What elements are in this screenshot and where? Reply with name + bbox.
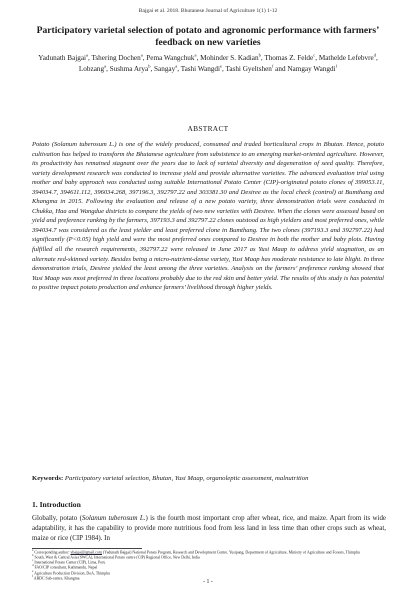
affiliation-mark: b xyxy=(148,63,151,69)
footnote-mark: f xyxy=(32,573,33,578)
affiliation-mark: c xyxy=(313,52,316,58)
footnote-mark: b xyxy=(32,553,34,558)
author-name: Lobzang xyxy=(78,65,105,73)
author-name: Sangay xyxy=(154,65,176,73)
author-name: Mathelde Lefebvre xyxy=(318,54,374,62)
affiliation-mark: a xyxy=(175,63,178,69)
paper-page xyxy=(30,0,386,589)
abstract-heading: ABSTRACT xyxy=(187,124,229,133)
author-name: Thomas Z. Felde xyxy=(264,54,314,62)
author-name: Pema Wangchuk xyxy=(146,54,195,62)
affiliation-mark: a xyxy=(104,63,107,69)
footnote-mark: d xyxy=(32,563,34,568)
abstract-text: Potato (Solanum tuberosum L.) is one of the widely produced, consumed and traded horticultural crops in Bhutan. Hence, potato cultivation has helped to transform the Bhutanese agriculture from subsistence to an emerging market-oriented agriculture. However, its productivity has remained stagnant over the years due to lack of varietal diversity and degeneration of seed quality. Therefore, variety development research was conducted to increase yield and provide alternative varieties. The advanced evaluation trial using mother and baby approach was conducted using suitable International Potato Center (CIP)-originated potato clones of 399053.11, 394034.7, 394611.112, 396034.268, 397196.3, 392797.22 and 303381.30 and Desiree as the local check (control) at Bumthang and Khangma in 2015. Following the evaluation and release of a new potato variety, three demonstration trials were conducted in Chukka, Haa and Wangdue districts to compare the yields of two new varieties with Desiree. When the clones were assessed based on yield and preference ranking by the farmers, 397193.3 and 392797.22 clones outstood as high yielders and most preferred ones, while 394034.7 was considered as the least yielder and least preferred clone in Bumthang. The two clones (397193.3 and 392797.22) had significantly (P<0.05) high yield and were the most preferred ones compared to Desiree in both the mother and baby plots. Having fulfilled all the research requirements, 392797.22 were released in June 2017 as Yusi Maap to address yield stagnation, as an alternate red-skinned variety. Besides being a micro-nutrient-dense variety, Yusi Maap has moderate resistance to late blight. In three demonstration trials, Desiree yielded the least among the three varieties. Analysis on the farmers’ preference ranking showed that Yusi Maap was most preferred in three locations probably due to the red skin and better yield. The results of this study is has potential to positive impact potato production and enhance farmers’ livelihood through higher yields. xyxy=(32,141,384,292)
author-name: Namgay Wangdi xyxy=(287,65,336,73)
intro-text-rest: ) is the fourth most important crop after wheat, rice, and maize. Apart from its wide adaptability, it has the capability to provide more nutritious food from less land in less time than other crops such as wheat, maize or rice (CIP 1984). In xyxy=(32,514,386,543)
footnote-text: ARDC Sub-centre, Khangma xyxy=(33,576,80,580)
footnote-rule xyxy=(32,548,142,549)
author-name: Yadunath Bajgai xyxy=(38,54,87,62)
author-connector: and xyxy=(275,65,286,73)
intro-species-name: Solanum tuberosum L. xyxy=(81,514,146,522)
page-number: - 1 - xyxy=(203,579,213,585)
section-heading-introduction: 1. Introduction xyxy=(32,500,81,509)
footnote-mark: c xyxy=(32,558,34,563)
affiliation-mark: a xyxy=(140,52,143,58)
author-name: Tashi Gyeltshen xyxy=(225,65,272,73)
intro-text-start: Globally, potato ( xyxy=(32,514,82,522)
keywords-text: Participatory varietal selection, Bhutan, Yusi Maap, organoleptic assessment, malnutrition xyxy=(64,475,309,482)
paper-title: Participatory varietal selection of potato and agronomic performance with farmers’ feedback on new varieties xyxy=(36,25,380,48)
affiliation-mark: a xyxy=(86,52,89,58)
keywords-label: Keywords: xyxy=(32,475,64,482)
footnote-text: FAO/CIP consultant, Kathmandu, Nepal xyxy=(34,565,98,570)
footnotes xyxy=(32,550,386,581)
footnote-mark: e xyxy=(32,568,34,573)
affiliation-mark: e xyxy=(220,63,222,69)
footnote-prefix: Corresponding author: xyxy=(34,550,71,555)
introduction-paragraph xyxy=(32,513,386,543)
author-name: Mohinder S. Kadian xyxy=(200,54,259,62)
author-email-link[interactable]: ybajgai@gmail.com xyxy=(70,550,102,555)
affiliation-mark: a xyxy=(194,52,197,58)
footnote-text: International Potato Center (CIP), Lima, Peru xyxy=(34,560,106,565)
author-name: Sushma Arya xyxy=(109,65,149,73)
keywords-line xyxy=(32,474,384,484)
running-head: Bajgai et al. 2018. Bhutanese Journal of Agriculture 1(1) 1-12 xyxy=(138,8,278,14)
footnote-text: South, West & Central Asia (SWCA), International Potato centre (CIP) Regional Office, New Delhi, India xyxy=(34,555,200,560)
affiliation-mark: f xyxy=(271,63,274,69)
affiliation-mark: d xyxy=(373,52,376,58)
footnote-text: Agriculture Production Division, DoA, Thimphu xyxy=(34,570,111,575)
affiliation-mark: b xyxy=(258,52,261,58)
author-list: Yadunath Bajgai$^a$, Tshering Dochen$^a$, Pema Wangchuk$^a$, Mohinder S. Kadian$^b$, Thomas Z. Felde$^c$, Mathelde Lefebvre$^d$, Lobzang$^a$, Sushma Arya$^b$, Sangay$^a$, Tashi Wangdi$^e$, Tashi Gyeltshen$^f$ and Namgay Wangdi$^f$ xyxy=(38,52,378,73)
affiliation-mark: f xyxy=(335,63,338,69)
author-name: Tashi Wangdi xyxy=(180,65,220,73)
footnote-text: (Yadunath Bajgai) National Potato Program, Research and Development Centre, Yusipang, Department of Agriculture, Ministry of Agriculture and Forests, Thimphu xyxy=(102,550,360,555)
footnote-mark: a xyxy=(32,548,34,552)
author-name: Tshering Dochen xyxy=(91,54,141,62)
